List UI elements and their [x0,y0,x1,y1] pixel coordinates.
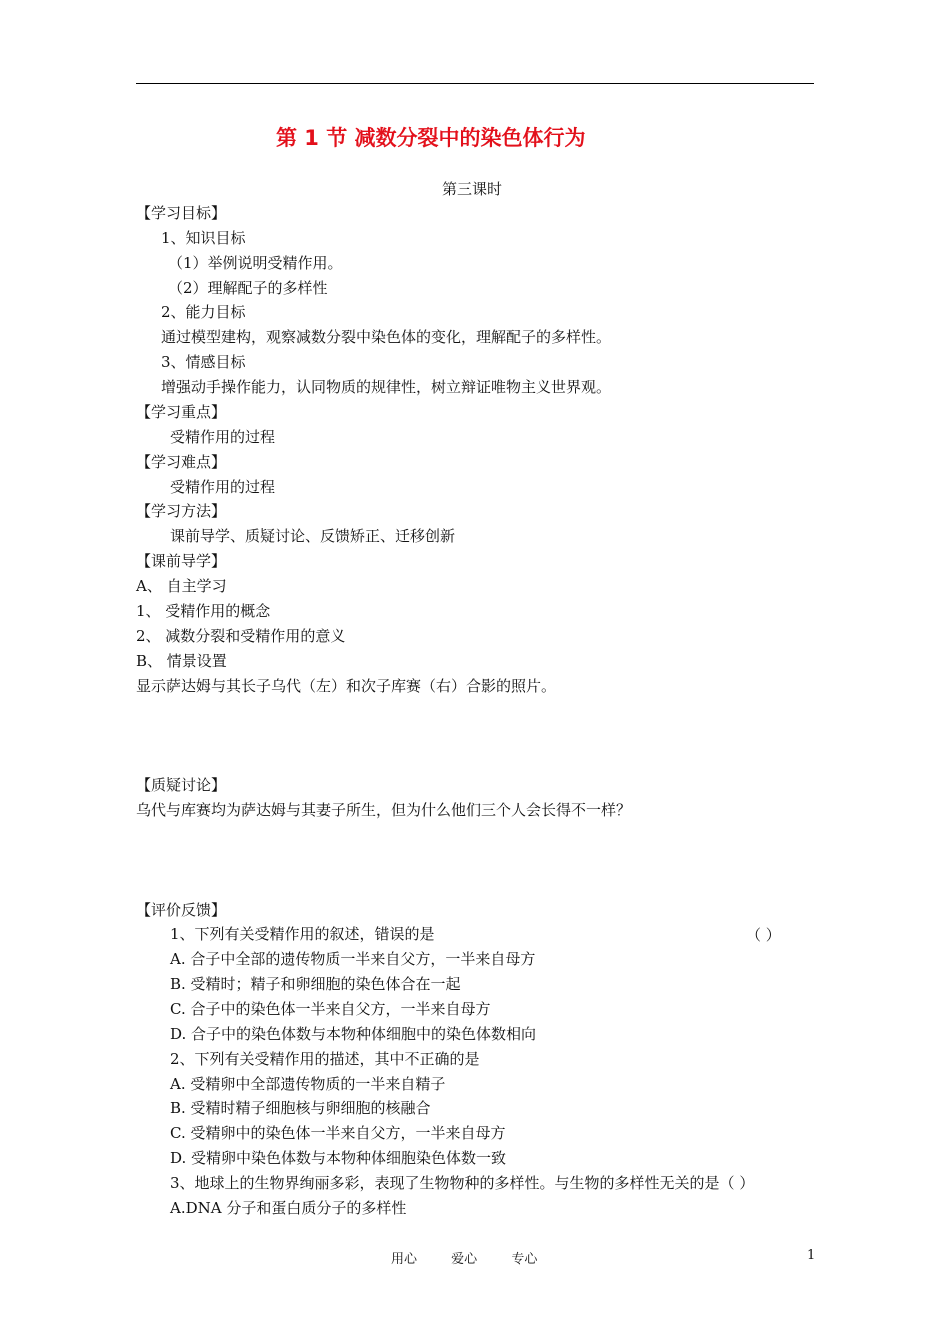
text-line: A、 自主学习 [136,577,227,595]
text-line: 乌代与库赛均为萨达姆与其妻子所生，但为什么他们三个人会长得不一样？ [136,801,632,819]
footer-text: 用心 [391,1252,418,1267]
lesson-subtitle: 第三课时 [442,180,503,198]
text-line: 1、 受精作用的概念 [136,602,271,620]
option-line: D. 合子中的染色体数与本物种体细胞中的染色体数相向 [170,1025,537,1043]
section-heading: 【课前导学】 [136,552,227,570]
text-line: 1、知识目标 [161,229,246,247]
footer-text: 爱心 [451,1252,478,1267]
text-line: 课前导学、质疑讨论、反馈矫正、迁移创新 [170,527,456,545]
section-heading: 【学习目标】 [136,204,227,222]
section-heading: 【评价反馈】 [136,901,227,919]
answer-parentheses: （ ） [746,926,781,944]
option-line: A. 合子中全部的遗传物质一半来自父方，一半来自母方 [170,950,536,968]
text-line: B、 情景设置 [136,652,227,670]
option-line: B. 受精时精子细胞核与卵细胞的核融合 [170,1099,431,1117]
option-line: A. 受精卵中全部遗传物质的一半来自精子 [170,1075,446,1093]
section-heading: 【质疑讨论】 [136,776,227,794]
text-line: 2、 减数分裂和受精作用的意义 [136,627,346,645]
section-heading: 【学习重点】 [136,403,227,421]
option-line: C. 合子中的染色体一半来自父方，一半来自母方 [170,1000,491,1018]
question-2: 2、下列有关受精作用的描述，其中不正确的是 [170,1050,480,1068]
question-3: 3、地球上的生物界绚丽多彩，表现了生物物种的多样性。与生物的多样性无关的是（ ） [170,1174,755,1192]
page-title: 第 1 节 减数分裂中的染色体行为 [276,126,586,150]
question-1: 1、下列有关受精作用的叙述，错误的是 [170,925,435,943]
option-line: A.DNA 分子和蛋白质分子的多样性 [170,1199,407,1217]
text-line: 3、情感目标 [161,353,246,371]
page-footer [391,1248,567,1267]
text-line: 2、能力目标 [161,303,246,321]
option-line: D. 受精卵中染色体数与本物种体细胞染色体数一致 [170,1149,507,1167]
text-line: 受精作用的过程 [170,478,276,496]
option-line: B. 受精时；精子和卵细胞的染色体合在一起 [170,975,461,993]
footer-text: 专心 [511,1252,538,1267]
text-line: 通过模型建构，观察减数分裂中染色体的变化，理解配子的多样性。 [161,328,612,346]
text-line: 受精作用的过程 [170,428,276,446]
text-line: （1）举例说明受精作用。 [168,254,343,272]
header-rule [136,83,814,84]
text-line: 增强动手操作能力，认同物质的规律性，树立辩证唯物主义世界观。 [161,378,612,396]
text-line: 显示萨达姆与其长子乌代（左）和次子库赛（右）合影的照片。 [136,677,557,695]
section-heading: 【学习方法】 [136,502,227,520]
option-line: C. 受精卵中的染色体一半来自父方，一半来自母方 [170,1124,506,1142]
section-heading: 【学习难点】 [136,453,227,471]
page-number: 1 [807,1248,816,1263]
text-line: （2）理解配子的多样性 [168,279,328,297]
